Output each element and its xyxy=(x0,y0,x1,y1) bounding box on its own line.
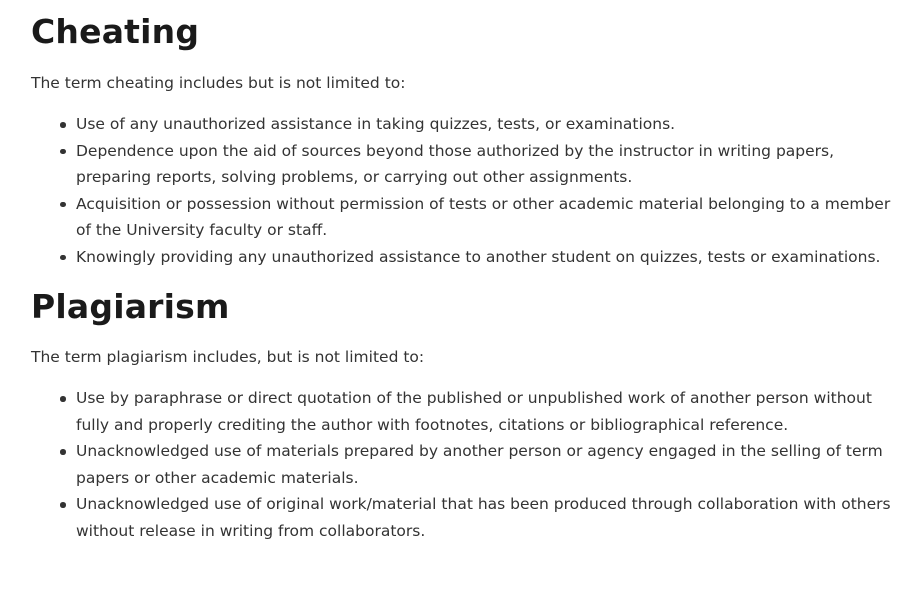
list-item: Use of any unauthorized assistance in taking quizzes, tests, or examinations. xyxy=(76,111,922,138)
cheating-list xyxy=(31,111,922,270)
plagiarism-intro: The term plagiarism includes, but is not limited to: xyxy=(31,348,425,366)
cheating-intro: The term cheating includes but is not limited to: xyxy=(31,74,406,92)
plagiarism-list xyxy=(31,385,922,544)
cheating-heading: Cheating xyxy=(31,12,200,51)
plagiarism-section xyxy=(31,285,922,544)
list-item: Use by paraphrase or direct quotation of the published or unpublished work of another person without fully and properly crediting the author with footnotes, citations or bibliographical reference. xyxy=(76,385,922,438)
list-item: Unacknowledged use of materials prepared by another person or agency engaged in the selling of term papers or other academic materials. xyxy=(76,438,922,491)
list-item: Dependence upon the aid of sources beyond those authorized by the instructor in writing papers, preparing reports, solving problems, or carrying out other assignments. xyxy=(76,138,922,191)
list-item: Knowingly providing any unauthorized assistance to another student on quizzes, tests or examinations. xyxy=(76,244,922,271)
list-item: Acquisition or possession without permission of tests or other academic material belonging to a member of the University faculty or staff. xyxy=(76,191,922,244)
cheating-section xyxy=(31,10,922,270)
list-item: Unacknowledged use of original work/material that has been produced through collaboration with others without release in writing from collaborators. xyxy=(76,491,922,544)
plagiarism-heading: Plagiarism xyxy=(31,287,230,326)
